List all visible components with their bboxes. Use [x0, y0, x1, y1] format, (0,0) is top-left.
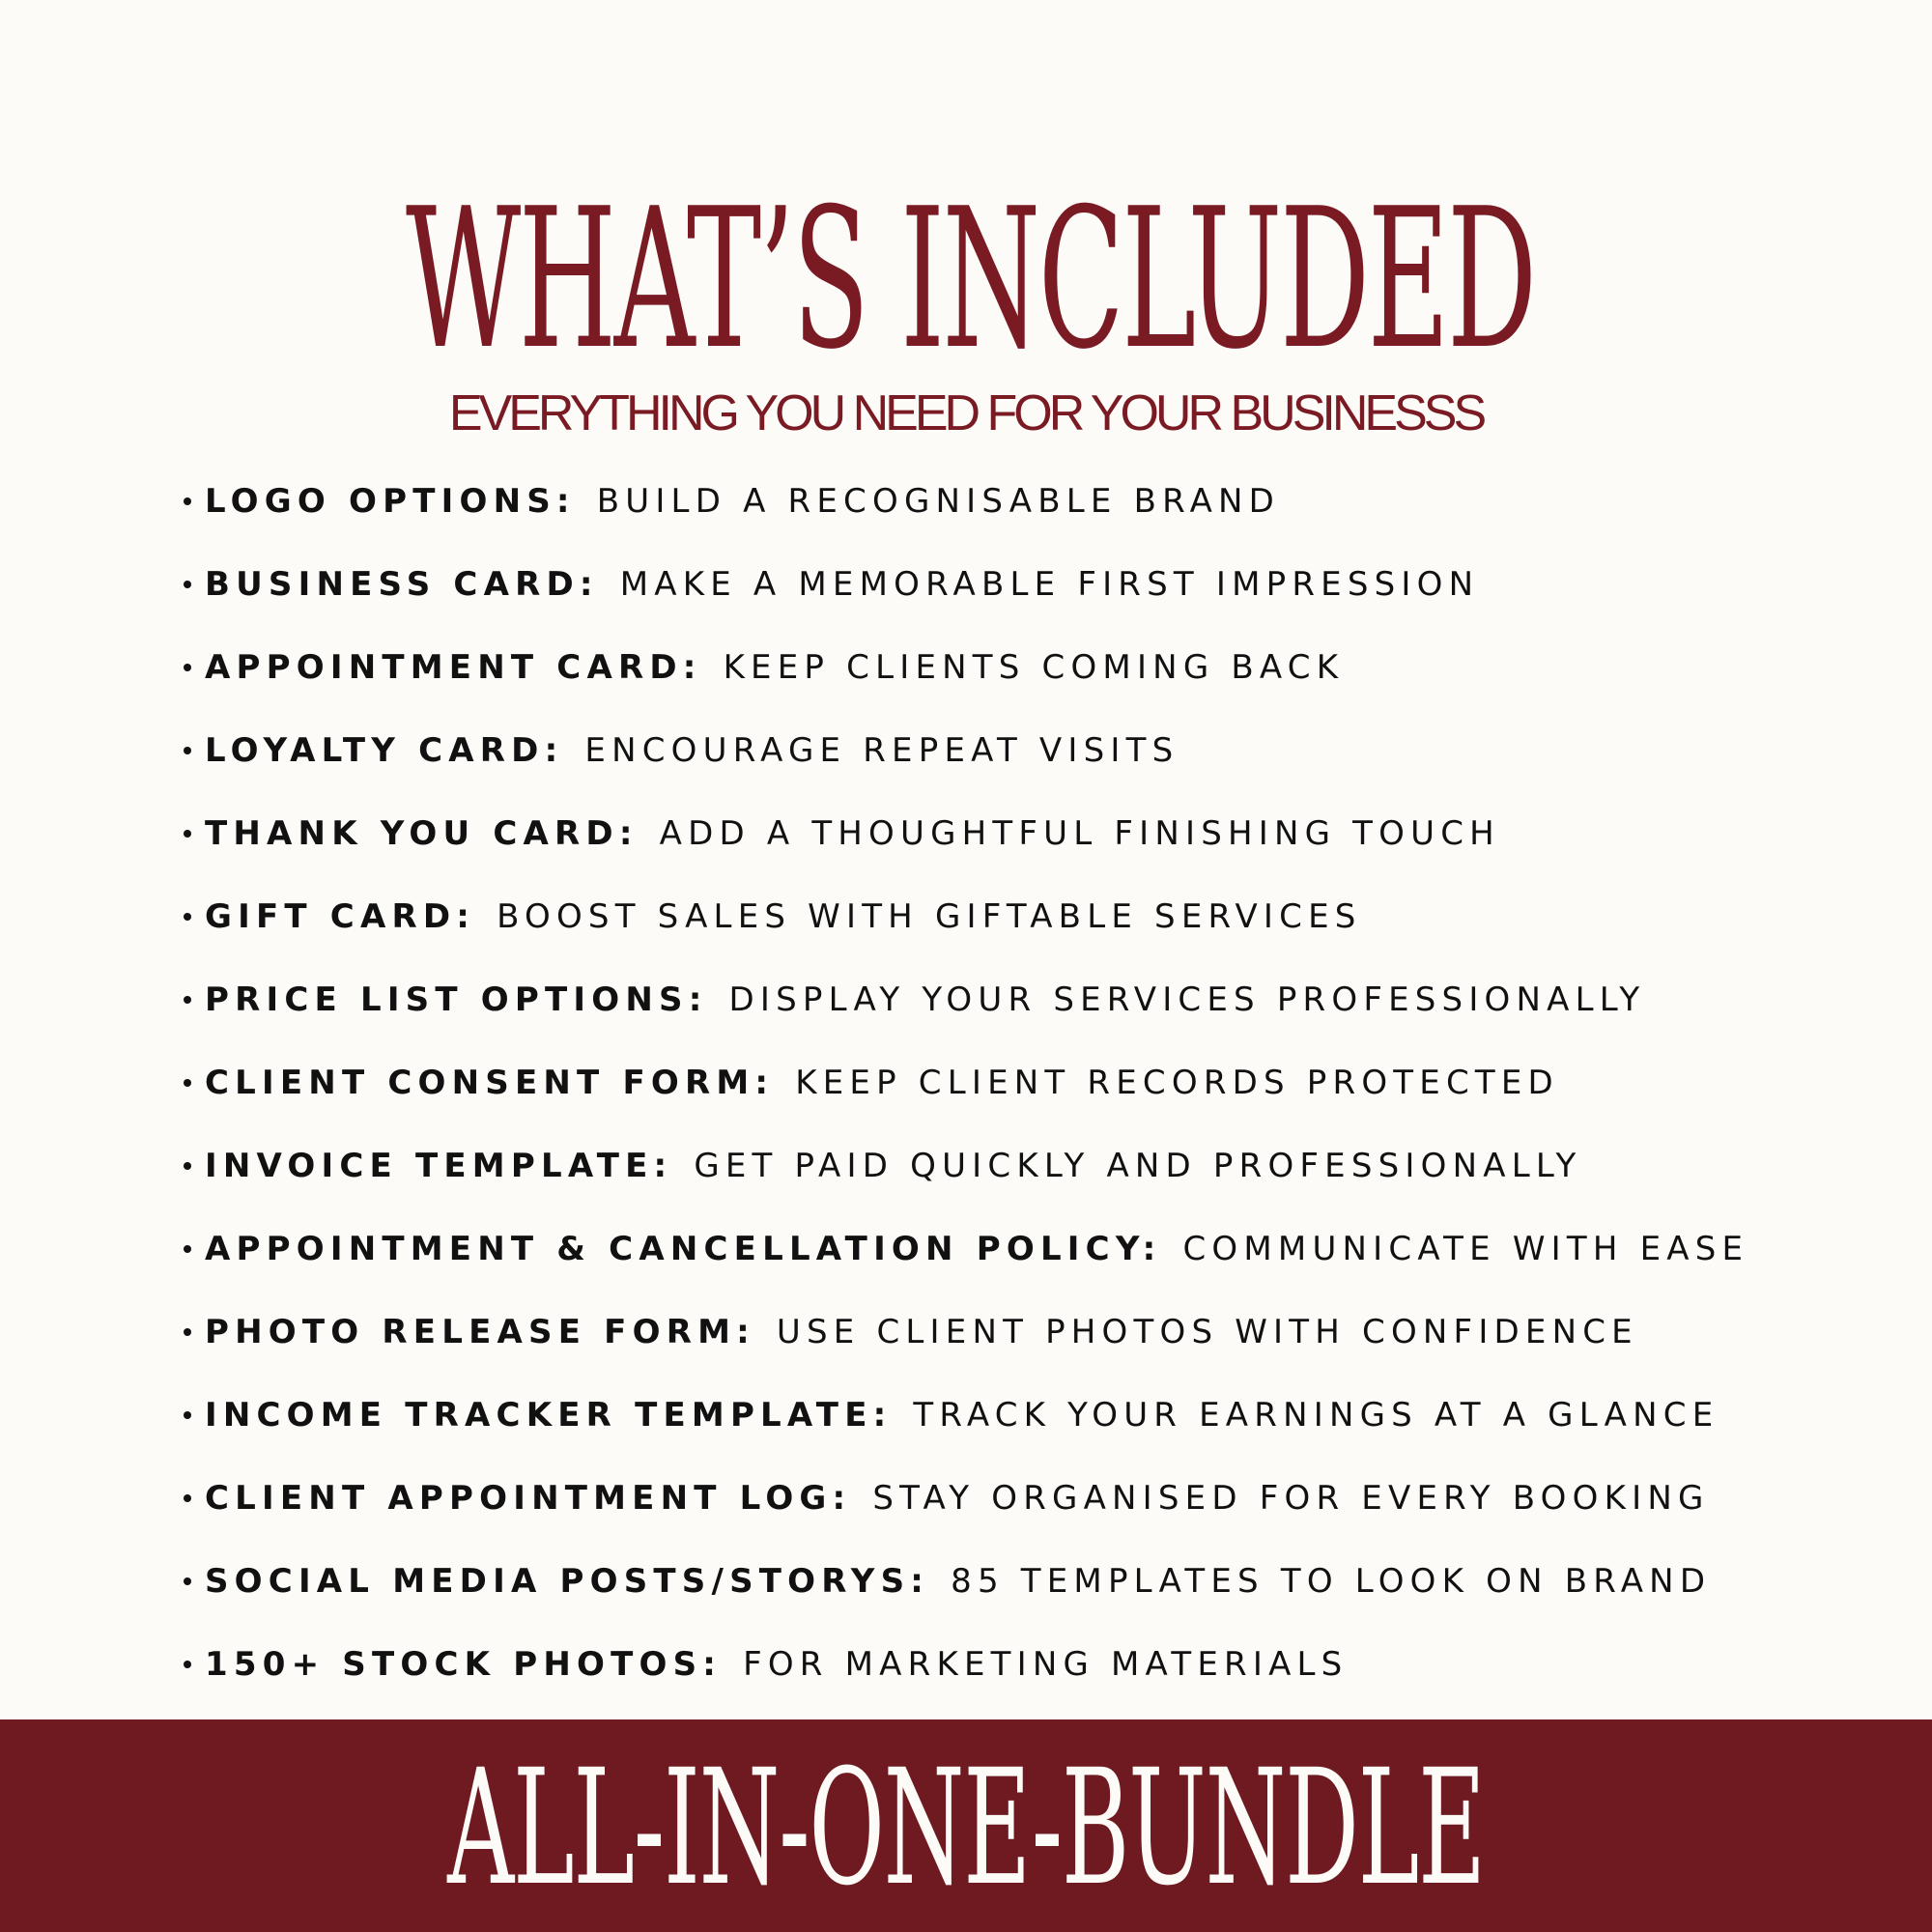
feature-name: INCOME TRACKER TEMPLATE:: [205, 1396, 893, 1435]
page-title: WHAT’S INCLUDED: [406, 167, 1535, 392]
bullet-icon: [184, 1162, 191, 1170]
bundle-banner: [0, 1719, 1932, 1932]
feature-list: [184, 460, 1748, 1706]
feature-description: COMMUNICATE WITH EASE: [1182, 1230, 1749, 1268]
list-item: [184, 875, 1748, 958]
feature-name: CLIENT CONSENT FORM:: [205, 1064, 775, 1102]
bullet-icon: [184, 747, 191, 754]
feature-description: MAKE A MEMORABLE FIRST IMPRESSION: [619, 565, 1480, 604]
feature-name: BUSINESS CARD:: [205, 565, 599, 604]
list-item: [184, 1374, 1748, 1457]
bullet-icon: [184, 1079, 191, 1087]
feature-name: PHOTO RELEASE FORM:: [205, 1313, 755, 1351]
feature-name: APPOINTMENT CARD:: [205, 648, 702, 687]
feature-name: 150+ STOCK PHOTOS:: [205, 1645, 723, 1684]
feature-description: KEEP CLIENTS COMING BACK: [723, 648, 1345, 687]
feature-description: FOR MARKETING MATERIALS: [743, 1645, 1349, 1684]
feature-name: SOCIAL MEDIA POSTS/STORYS:: [205, 1562, 930, 1601]
list-item: [184, 958, 1748, 1041]
feature-name: INVOICE TEMPLATE:: [205, 1147, 673, 1185]
feature-name: LOGO OPTIONS:: [205, 482, 576, 521]
list-item: [184, 1291, 1748, 1374]
bullet-icon: [184, 830, 191, 838]
list-item: [184, 626, 1748, 709]
list-item: [184, 460, 1748, 543]
bullet-icon: [184, 497, 191, 505]
feature-name: CLIENT APPOINTMENT LOG:: [205, 1479, 852, 1518]
feature-description: DISPLAY YOUR SERVICES PROFESSIONALLY: [728, 980, 1646, 1019]
bullet-icon: [184, 664, 191, 671]
list-item: [184, 1041, 1748, 1124]
list-item: [184, 792, 1748, 875]
bullet-icon: [184, 1577, 191, 1585]
list-item: [184, 1623, 1748, 1706]
feature-name: THANK YOU CARD:: [205, 814, 639, 853]
feature-name: GIFT CARD:: [205, 897, 476, 936]
list-item: [184, 1124, 1748, 1208]
feature-description: KEEP CLIENT RECORDS PROTECTED: [795, 1064, 1559, 1102]
feature-name: LOYALTY CARD:: [205, 731, 564, 770]
list-item: [184, 543, 1748, 626]
feature-description: ENCOURAGE REPEAT VISITS: [584, 731, 1179, 770]
list-item: [184, 1208, 1748, 1291]
feature-description: TRACK YOUR EARNINGS AT A GLANCE: [913, 1396, 1719, 1435]
bullet-icon: [184, 996, 191, 1004]
bullet-icon: [184, 1494, 191, 1502]
feature-name: PRICE LIST OPTIONS:: [205, 980, 708, 1019]
list-item: [184, 1540, 1748, 1623]
feature-description: BUILD A RECOGNISABLE BRAND: [596, 482, 1281, 521]
bullet-icon: [184, 1328, 191, 1336]
feature-name: APPOINTMENT & CANCELLATION POLICY:: [205, 1230, 1162, 1268]
feature-description: USE CLIENT PHOTOS WITH CONFIDENCE: [776, 1313, 1638, 1351]
bullet-icon: [184, 1661, 191, 1668]
bullet-icon: [184, 1411, 191, 1419]
bullet-icon: [184, 913, 191, 921]
list-item: [184, 709, 1748, 792]
bullet-icon: [184, 1245, 191, 1253]
page-subtitle: EVERYTHING YOU NEED FOR YOUR BUSINESSS: [448, 385, 1484, 441]
feature-description: BOOST SALES WITH GIFTABLE SERVICES: [497, 897, 1362, 936]
banner-title: ALL-IN-ONE-BUNDLE: [447, 1735, 1485, 1920]
feature-description: GET PAID QUICKLY AND PROFESSIONALLY: [694, 1147, 1582, 1185]
list-item: [184, 1457, 1748, 1540]
bullet-icon: [184, 581, 191, 588]
feature-description: ADD A THOUGHTFUL FINISHING TOUCH: [659, 814, 1500, 853]
feature-description: 85 TEMPLATES TO LOOK ON BRAND: [951, 1562, 1712, 1601]
feature-description: STAY ORGANISED FOR EVERY BOOKING: [872, 1479, 1710, 1518]
